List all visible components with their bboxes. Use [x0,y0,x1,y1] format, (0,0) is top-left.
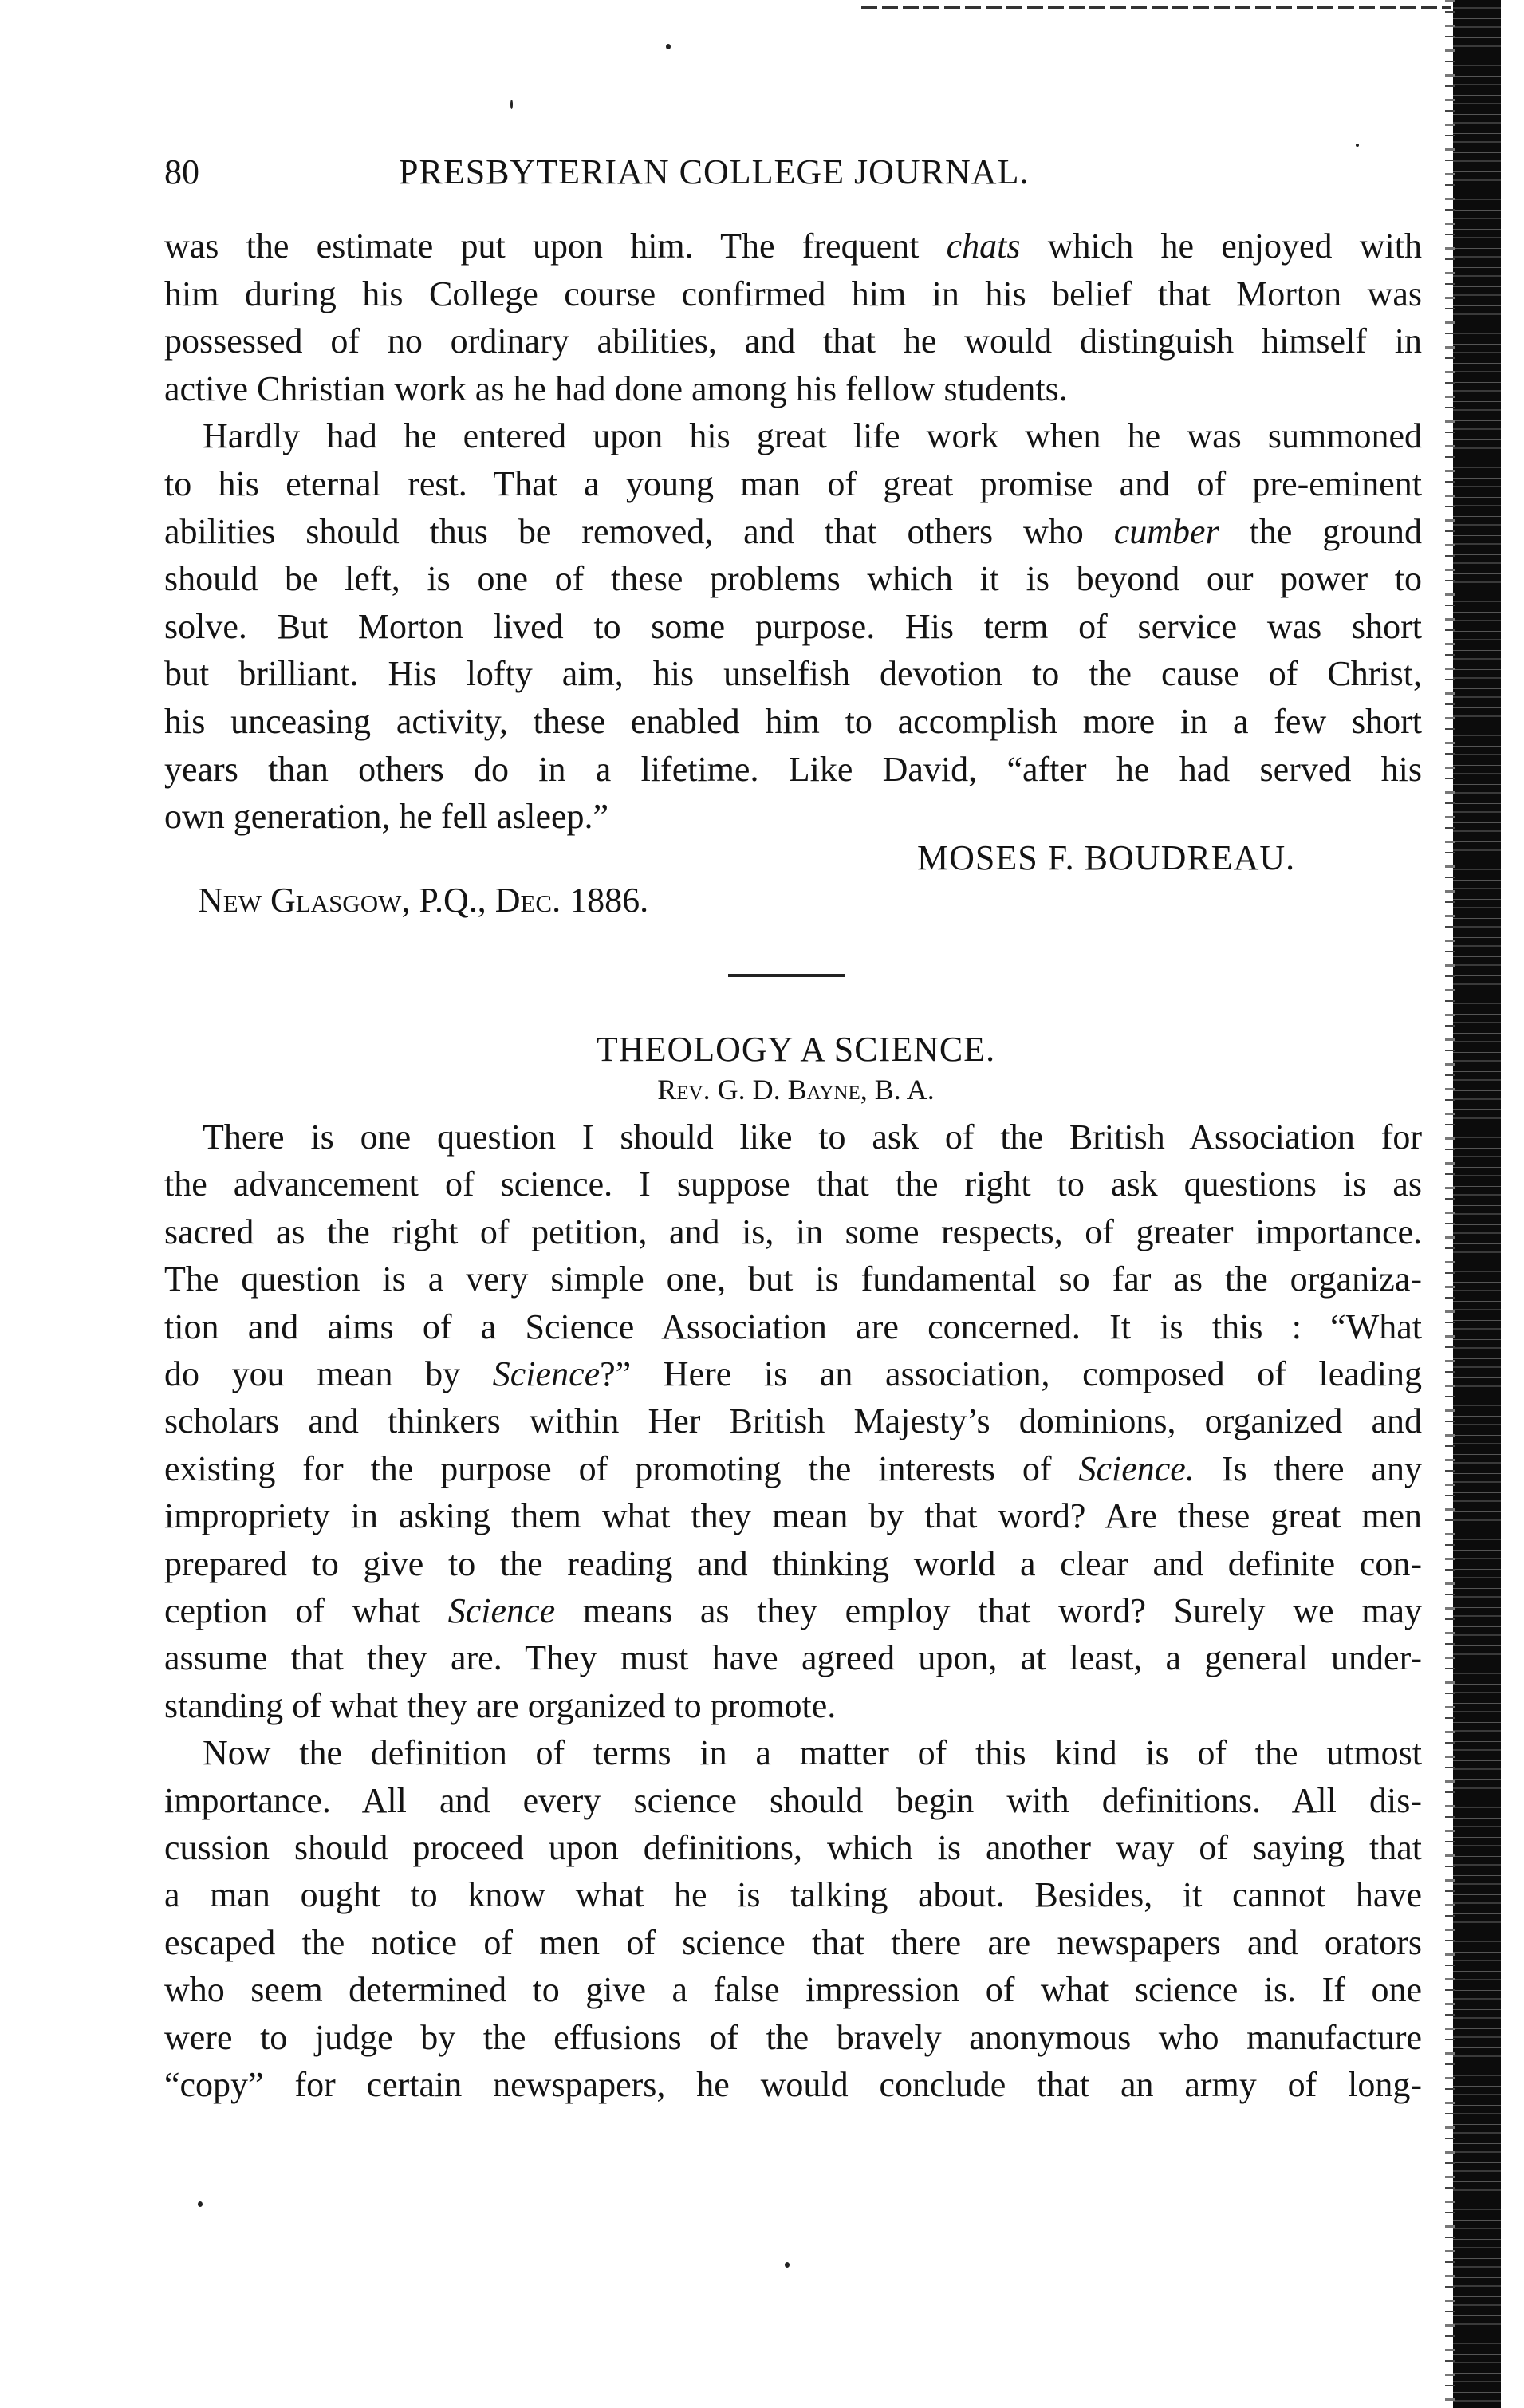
text-line: do you mean by Science?” Here is an association, composed of leading [164,1354,1422,1393]
text-line: was the estimate put upon him. The frequent chats which he enjoyed with [164,227,1422,266]
article-byline: Rev. G. D. Bayne, B. A. [657,1074,935,1105]
italic-word: cumber [1113,511,1219,551]
text-line: existing for the purpose of promoting the interests of Science. Is there any [164,1448,1422,1488]
text-line: tion and aims of a Science Association are concerned. It is this : “What [164,1306,1422,1346]
text-line: impropriety in asking them what they mean by that word? Are these great men [164,1496,1422,1536]
text-line: standing of what they are organized to promote. [164,1685,837,1725]
italic-word: Science [492,1354,601,1393]
text-line: assume that they are. They must have agreed upon, at least, a general under- [164,1638,1422,1678]
text-line: escaped the notice of men of science that there are newspapers and orators [164,1922,1422,1962]
text-line: importance. All and every science should begin with definitions. All dis- [164,1780,1422,1820]
text-line: “copy” for certain newspapers, he would conclude that an army of long- [164,2065,1422,2104]
text-line: Hardly had he entered upon his great life work when he was summoned [203,416,1422,456]
signature: MOSES F. BOUDREAU. [917,838,1296,877]
text-line: solve. But Morton lived to some purpose. His term of service was short [164,606,1422,646]
text-line: Now the definition of terms in a matter of this kind is of the utmost [203,1733,1422,1773]
text-line: scholars and thinkers within Her British Majesty’s dominions, organized and [164,1401,1422,1441]
text-line: to his eternal rest. That a young man of great promise and of pre-eminent [164,464,1422,503]
text-line: years than others do in a lifetime. Like David, “after he had served his [164,749,1422,789]
text-line: were to judge by the effusions of the bravely anonymous who manufacture [164,2017,1422,2057]
running-head: PRESBYTERIAN COLLEGE JOURNAL. [399,152,1030,191]
text-line: his unceasing activity, these enabled him to accomplish more in a few short [164,702,1422,741]
section-divider [728,974,845,977]
text-line: There is one question I should like to ask of the British Association for [203,1117,1422,1157]
text-line: prepared to give to the reading and thinking world a clear and definite con- [164,1543,1422,1583]
page-number: 80 [164,152,199,191]
text-line: abilities should thus be removed, and that others who cumber the ground [164,511,1423,551]
text-line: should be left, is one of these problems which it is beyond our power to [164,559,1422,599]
text-line: The question is a very simple one, but is fundamental so far as the organiza- [164,1259,1422,1299]
text-line: ception of what Science means as they employ that word? Surely we may [164,1591,1422,1630]
text-line: active Christian work as he had done among his fellow students. [164,368,1068,408]
top-edge-line [861,6,1451,9]
italic-word: Science [447,1591,556,1630]
scan-edge-strip [1453,0,1501,2408]
text-line: the advancement of science. I suppose that the right to ask questions is as [164,1165,1422,1204]
article-title: THEOLOGY A SCIENCE. [596,1030,996,1069]
speck [785,2262,790,2268]
text-line: a man ought to know what he is talking about. Besides, it cannot have [164,1875,1422,1915]
text-line: but brilliant. His lofty aim, his unselfish devotion to the cause of Christ, [164,654,1422,694]
italic-word: chats [946,227,1021,266]
text-line: him during his College course confirmed him in his belief that Morton was [164,274,1422,313]
text-line: sacred as the right of petition, and is, in some respects, of greater importance. [164,1212,1422,1251]
text-line: cussion should proceed upon definitions, which is another way of saying that [164,1828,1422,1867]
speck [198,2201,203,2207]
dateline: New Glasgow, P.Q., Dec. 1886. [198,881,649,920]
text-line: possessed of no ordinary abilities, and that he would distinguish himself in [164,321,1422,361]
text-line: who seem determined to give a false impression of what science is. If one [164,1970,1422,2010]
speck [1356,144,1359,147]
text-line: own generation, he fell asleep.” [164,797,609,837]
italic-word: Science. [1078,1448,1195,1488]
speck [510,100,513,109]
speck [666,44,671,49]
